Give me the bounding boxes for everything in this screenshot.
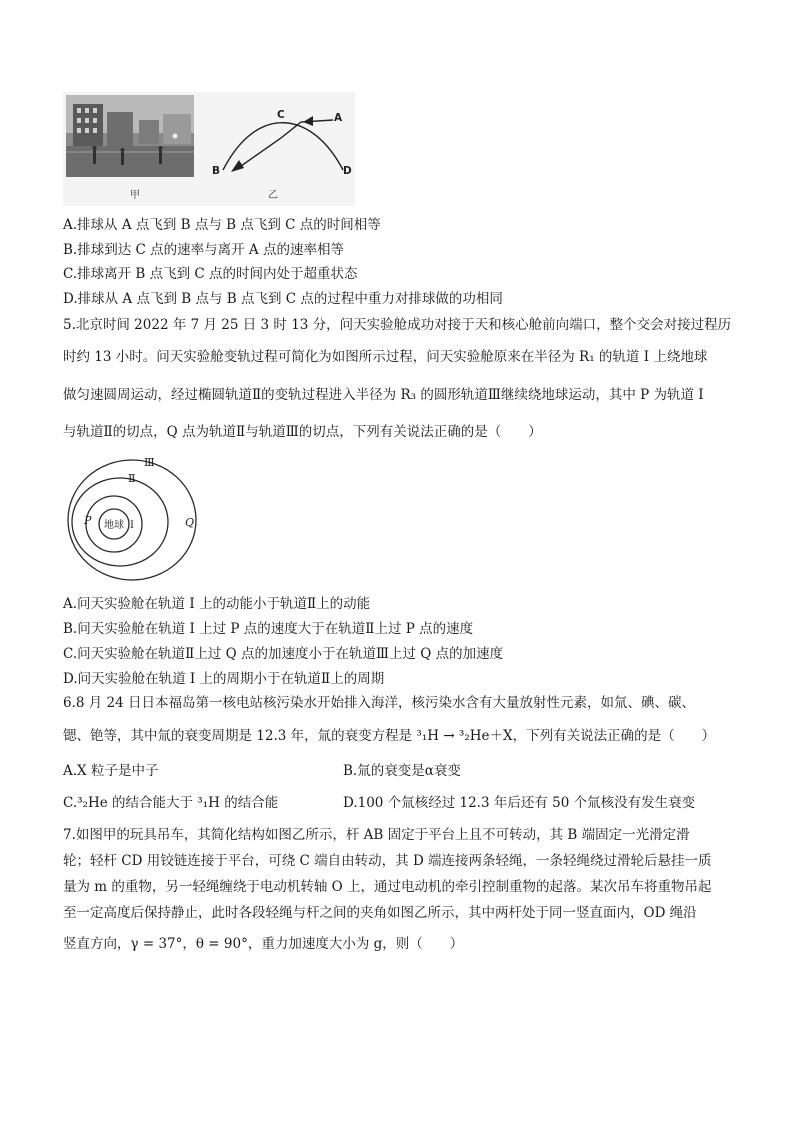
orbit3-label: Ⅲ: [144, 456, 155, 469]
label-yi: 乙: [268, 190, 278, 201]
point-p-label: P: [84, 514, 92, 527]
q5-stem-line-2: 时约 13 小时。问天实验舱变轨过程可简化为如图所示过程，问天实验舱原来在半径为 R₁ 的轨道 I 上绕地球: [63, 349, 708, 365]
q5-option-a: A.问天实验舱在轨道 I 上的动能小于轨道Ⅱ上的动能: [63, 596, 371, 612]
q5-stem-line-1: 5.北京时间 2022 年 7 月 25 日 3 时 13 分，问天实验舱成功对接于天和核心舱前向端口，整个交会对接过程历: [63, 317, 732, 333]
orbit2-label: Ⅱ: [128, 472, 136, 485]
q4-option-b: B.排球到达 C 点的速率与离开 A 点的速率相等: [63, 242, 344, 258]
orbit-figure: [62, 452, 202, 584]
q7-stem-line-3: 量为 m 的重物，另一轻绳缠绕于电动机转轴 O 上，通过电动机的牵引控制重物的起落。某次吊车将重物吊起: [63, 879, 712, 895]
q6-option-d: D.100 个氚核经过 12.3 年后还有 50 个氚核没有发生衰变: [343, 795, 696, 811]
q4-option-d: D.排球从 A 点飞到 B 点与 B 点飞到 C 点的过程中重力对排球做的功相同: [63, 291, 503, 307]
q6-option-b: B.氚的衰变是α衰变: [343, 763, 461, 779]
q7-stem-line-4: 至一定高度后保持静止，此时各段轻绳与杆之间的夹角如图乙所示，其中两杆处于同一竖直面内，OD 绳沿: [63, 905, 697, 921]
point-q-label: Q: [185, 516, 195, 529]
q6-option-c: C.³₂He 的结合能大于 ³₁H 的结合能: [63, 795, 279, 811]
q6-stem-line-1: 6.8 月 24 日日本福岛第一核电站核污染水开始排入海洋，核污染水含有大量放射性元素，如氚、碘、碳、: [63, 695, 696, 711]
earth-label: 地球: [104, 520, 124, 531]
point-b-label: B: [212, 165, 221, 177]
q5-stem-line-3: 做匀速圆周运动，经过椭圆轨道Ⅱ的变轨过程进入半径为 R₃ 的圆形轨道Ⅲ继续绕地球运动，其中 P 为轨道 I: [63, 387, 704, 403]
point-a-label: A: [334, 112, 343, 124]
orbit1-label: I: [130, 520, 134, 531]
q6-option-a: A.X 粒子是中子: [63, 763, 159, 779]
q4-option-c: C.排球离开 B 点飞到 C 点的时间内处于超重状态: [63, 266, 358, 282]
q6-stem-line-2: 锶、铯等，其中氚的衰变周期是 12.3 年，氚的衰变方程是 ³₁H → ³₂He＋X，下列有关说法正确的是（ ）: [63, 728, 716, 744]
q5-option-c: C.问天实验舱在轨道Ⅱ上过 Q 点的加速度小于在轨道Ⅲ上过 Q 点的加速度: [63, 646, 504, 662]
q4-option-a: A.排球从 A 点飞到 B 点与 B 点飞到 C 点的时间相等: [63, 217, 381, 233]
point-c-label: C: [277, 109, 285, 121]
label-jia: 甲: [130, 190, 140, 201]
q7-stem-line-5: 竖直方向，γ = 37°，θ = 90°，重力加速度大小为 g，则（ ）: [63, 936, 464, 952]
q5-option-b: B.问天实验舱在轨道 I 上过 P 点的速度大于在轨道Ⅱ上过 P 点的速度: [63, 621, 474, 637]
q7-stem-line-1: 7.如图甲的玩具吊车，其简化结构如图乙所示，杆 AB 固定于平台上且不可转动，其 B 端固定一光滑定滑: [63, 827, 690, 843]
photo-jia: [66, 95, 194, 177]
q5-option-d: D.问天实验舱在轨道 I 上的周期小于在轨道Ⅱ上的周期: [63, 671, 385, 687]
q7-stem-line-2: 轮；轻杆 CD 用铰链连接于平台，可绕 C 端自由转动，其 D 端连接两条轻绳，一条轻绳绕过滑轮后悬挂一质: [63, 853, 712, 869]
volleyball-figure: [63, 92, 355, 206]
q5-stem-line-4: 与轨道Ⅱ的切点，Q 点为轨道Ⅱ与轨道Ⅲ的切点，下列有关说法正确的是（ ）: [63, 424, 542, 440]
point-d-label: D: [343, 165, 352, 177]
